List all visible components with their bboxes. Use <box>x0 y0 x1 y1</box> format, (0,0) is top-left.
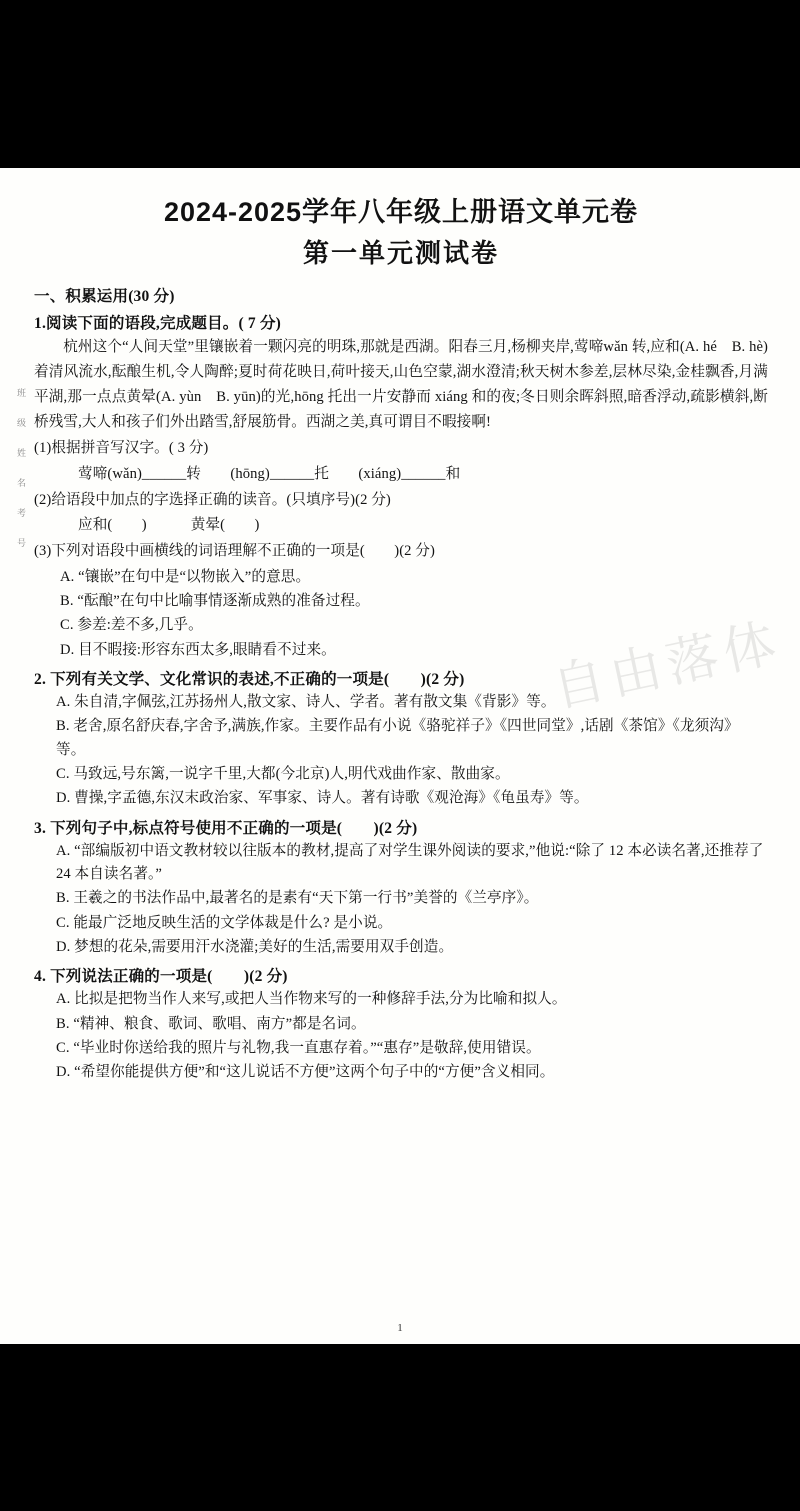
question-2-option-d[interactable]: D. 曹操,字孟德,东汉末政治家、军事家、诗人。著有诗歌《观沧海》《龟虽寿》等。 <box>56 790 589 807</box>
question-1-head: 1.阅读下面的语段,完成题目。( 7 分) <box>34 315 282 332</box>
question-3-option-c[interactable]: C. 能最广泛地反映生活的文学体裁是什么? 是小说。 <box>56 914 393 931</box>
question-4-option-c[interactable]: C. “毕业时你送给我的照片与礼物,我一直惠存着。”“惠存”是敬辞,使用错误。 <box>56 1040 541 1057</box>
edge-margin-marks <box>4 388 26 568</box>
question-1-option-d[interactable]: D. 目不暇接:形容东西太多,眼睛看不过来。 <box>60 641 336 658</box>
exam-paper-sheet <box>0 168 800 1344</box>
question-1-passage: 杭州这个“人间天堂”里镶嵌着一颗闪亮的明珠,那就是西湖。阳春三月,杨柳夹岸,莺啼wǎn 转,应和(A. hé B. hè)着清风流水,酝酿生机,令人陶醉;夏时荷花映日,荷叶接天,山色空蒙,湖水澄清;秋天树木参差,层林尽染,金桂飘香,月满平湖,那一点点黄晕(A. yùn B. yūn)的光,hōng 托出一片安静而 xiáng 和的夜;冬日则余晖斜照,暗香浮动,疏影横斜,断桥残雪,大人和孩子们外出踏雪,舒展筋骨。西湖之美,真可谓目不暇接啊! <box>34 339 768 431</box>
question-4-option-a[interactable]: A. 比拟是把物当作人来写,或把人当作物来写的一种修辞手法,分为比喻和拟人。 <box>56 991 567 1008</box>
question-1-sub2: (2)给语段中加点的字选择正确的读音。(只填序号)(2 分) <box>34 491 391 508</box>
edge-mark: 考 <box>16 508 26 517</box>
question-1-sub2-blanks[interactable]: 应和( ) 黄晕( ) <box>78 517 260 534</box>
question-1-option-c[interactable]: C. 参差:差不多,几乎。 <box>60 617 203 634</box>
question-1-sub1-blanks[interactable]: 莺啼(wǎn)______转 (hōng)______托 (xiáng)______和 <box>78 466 461 483</box>
question-2-option-c[interactable]: C. 马致远,号东篱,一说字千里,大都(今北京)人,明代戏曲作家、散曲家。 <box>56 765 510 782</box>
section-heading-1: 一、积累运用(30 分) <box>34 288 175 305</box>
question-2-option-b[interactable]: B. 老舍,原名舒庆春,字舍予,满族,作家。主要作品有小说《骆驼祥子》《四世同堂》,话剧《茶馆》《龙须沟》等。 <box>56 718 739 758</box>
watermark-text: 自由落体 <box>547 614 787 719</box>
question-1-sub1: (1)根据拼音写汉字。( 3 分) <box>34 440 209 457</box>
document-body <box>34 184 768 1086</box>
question-3-option-a[interactable]: A. “部编版初中语文教材较以往版本的教材,提高了对学生课外阅读的要求,”他说:“除了 12 本必读名著,还推荐了 24 本自读名著。” <box>56 842 764 883</box>
question-1-option-b[interactable]: B. “酝酿”在句中比喻事情逐渐成熟的准备过程。 <box>60 592 370 609</box>
edge-mark: 号 <box>16 538 26 547</box>
question-2-option-a[interactable]: A. 朱自清,字佩弦,江苏扬州人,散文家、诗人、学者。著有散文集《背影》等。 <box>56 693 556 710</box>
question-4-option-d[interactable]: D. “希望你能提供方便”和“这儿说话不方便”这两个句子中的“方便”含义相同。 <box>56 1064 555 1081</box>
question-3-option-d[interactable]: D. 梦想的花朵,需要用汗水浇灌;美好的生活,需要用双手创造。 <box>56 939 454 956</box>
question-1-option-a[interactable]: A. “镶嵌”在句中是“以物嵌入”的意思。 <box>60 568 311 585</box>
page-title-line1: 2024-2025学年八年级上册语文单元卷 <box>163 197 639 227</box>
question-4-option-b[interactable]: B. “精神、粮食、歌词、歌唱、南方”都是名词。 <box>56 1015 366 1032</box>
edge-mark: 班 <box>16 388 26 397</box>
edge-mark: 姓 <box>16 448 26 457</box>
question-3-option-b[interactable]: B. 王羲之的书法作品中,最著名的是素有“天下第一行书”美誉的《兰亭序》。 <box>56 890 539 907</box>
question-1-sub3: (3)下列对语段中画横线的词语理解不正确的一项是( )(2 分) <box>34 542 435 559</box>
question-4-head: 4. 下列说法正确的一项是( )(2 分) <box>34 968 288 986</box>
page-title-line2: 第一单元测试卷 <box>302 238 499 268</box>
page-number: 1 <box>397 1322 403 1334</box>
edge-mark: 名 <box>16 478 26 487</box>
edge-mark: 级 <box>16 418 26 427</box>
question-3-head: 3. 下列句子中,标点符号使用不正确的一项是( )(2 分) <box>34 819 418 837</box>
question-2-head: 2. 下列有关文学、文化常识的表述,不正确的一项是( )(2 分) <box>34 670 465 688</box>
